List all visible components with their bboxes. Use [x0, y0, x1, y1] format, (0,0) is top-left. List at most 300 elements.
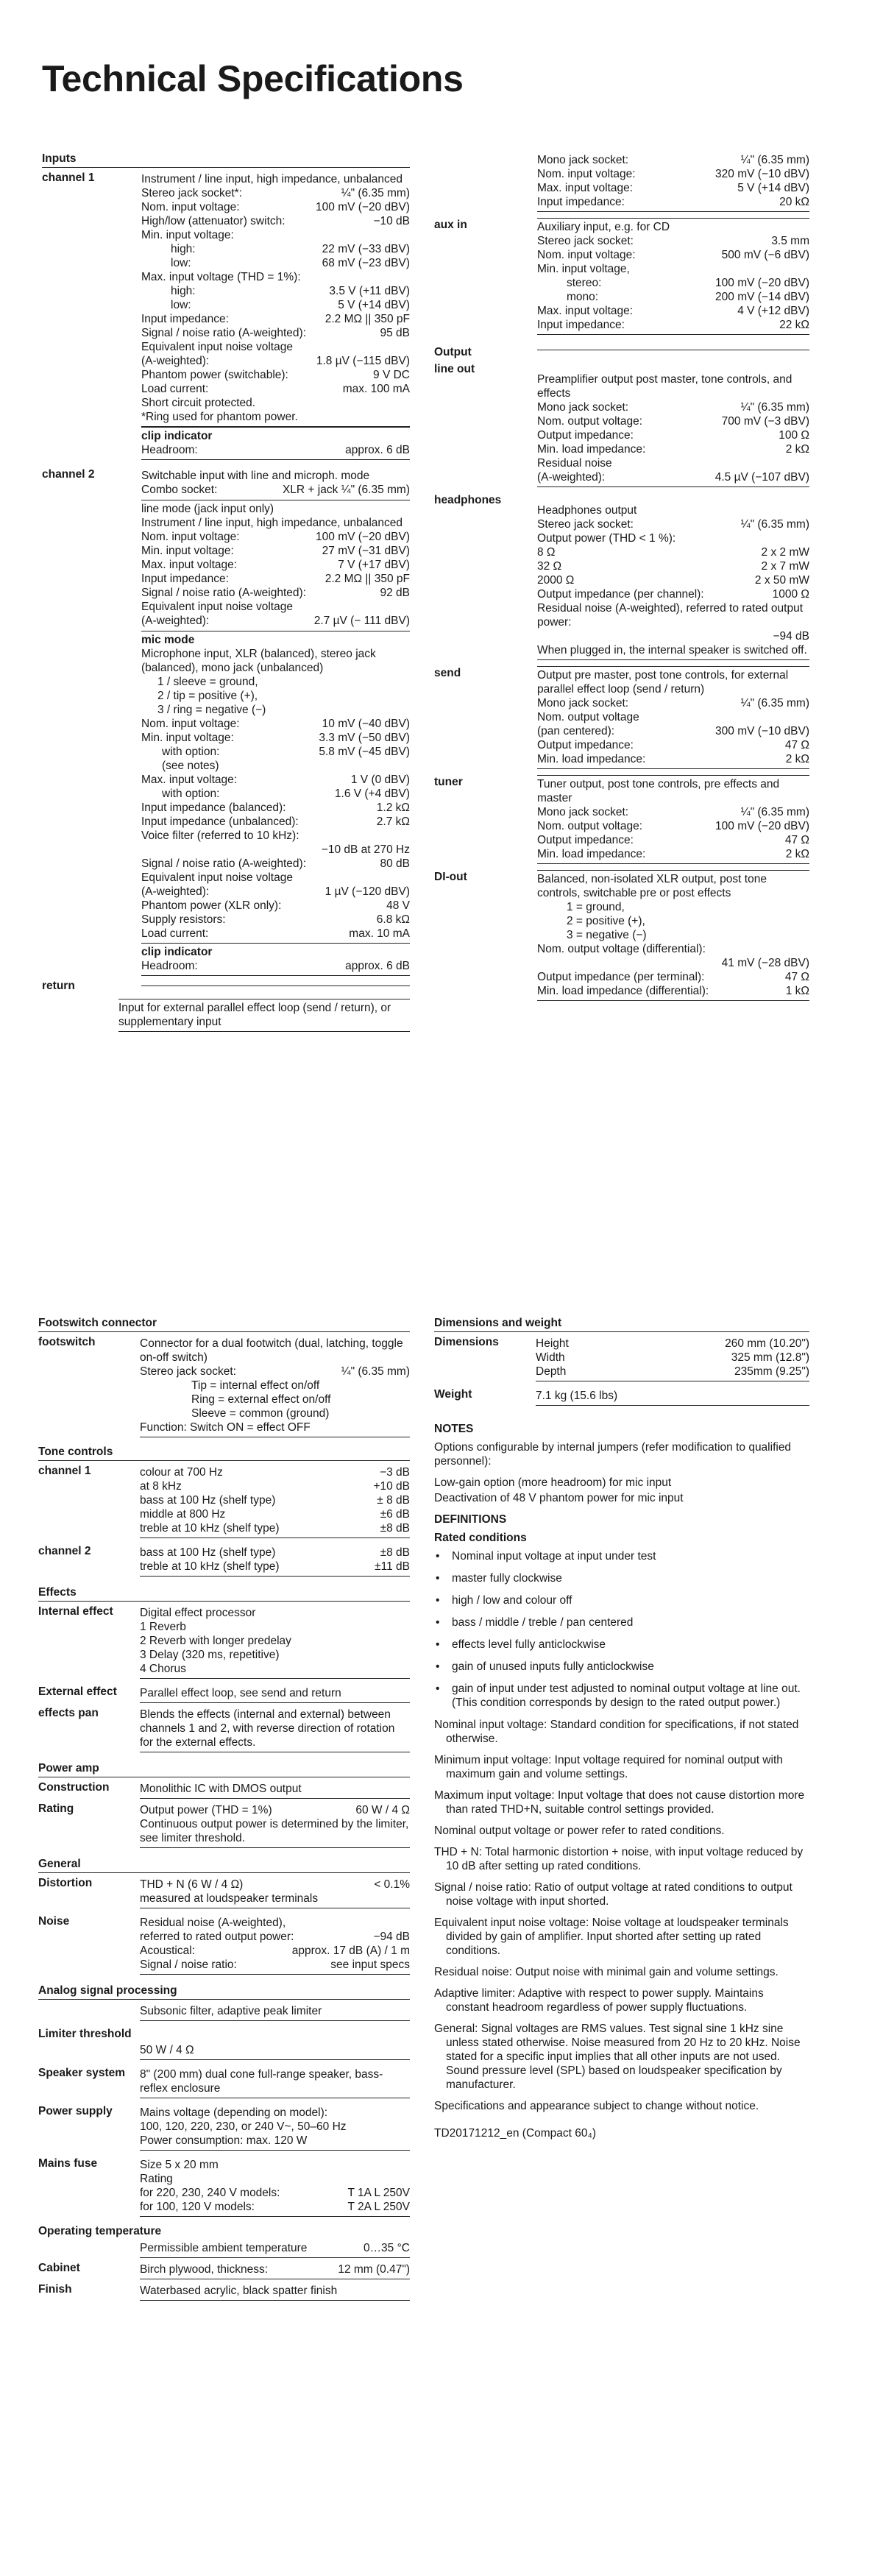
spec-value: 1.8 µV (−115 dBV) [316, 355, 410, 367]
spec-line [141, 298, 410, 312]
mic-mode-heading: mic mode [141, 631, 410, 647]
label-di-out: DI-out [434, 871, 467, 883]
spec-value: 1000 Ω [772, 588, 809, 601]
definition-item: Residual noise: Output noise with minimal gain and volume settings. [434, 1966, 779, 1978]
spec-value: 47 Ω [784, 739, 809, 751]
label-cabinet: Cabinet [38, 2262, 80, 2274]
spec-value: 4.5 µV (−107 dBV) [714, 471, 809, 484]
spec-value: 700 mV (−3 dBV) [721, 415, 809, 428]
spec-value: ¼" (6.35 mm) [740, 697, 809, 710]
headphones-specs [537, 493, 809, 660]
spec-key: Min. input voltage: [141, 732, 234, 744]
spec-value: T 2A L 250V [347, 2201, 410, 2213]
rated-condition-item: • bass / middle / treble / pan centered [434, 1616, 809, 1630]
spec-value: 95 dB [380, 327, 410, 339]
send-specs [537, 666, 809, 769]
spec-line [537, 984, 809, 998]
spec-line [140, 1546, 410, 1560]
spec-value: ¼" (6.35 mm) [341, 187, 410, 199]
spec-key: Load current: [141, 927, 209, 940]
spec-line [141, 214, 410, 228]
clip-2-key: Headroom: [141, 960, 198, 972]
spec-value: 41 mV (−28 dBV) [721, 957, 809, 969]
spec-line [537, 643, 809, 657]
spec-key: Stereo jack socket: [537, 518, 634, 531]
spec-key: low: [171, 257, 191, 269]
return-text: Input for external parallel effect loop (send / return), or supplementary input [118, 999, 410, 1032]
label-construction: Construction [38, 1781, 110, 1794]
spec-line [140, 1465, 410, 1479]
spec-line [537, 872, 809, 900]
spec-line [140, 1406, 410, 1420]
spec-key: Stereo jack socket*: [141, 187, 242, 199]
spec-key: with option: [162, 746, 220, 758]
spec-key: Mono jack socket: [537, 806, 629, 818]
spec-value: 2 kΩ [785, 848, 809, 860]
spec-line [537, 710, 809, 724]
spec-key: Max. input voltage (THD = 1%): [141, 271, 301, 283]
spec-key: bass at 100 Hz (shelf type) [140, 1546, 276, 1559]
spec-line [537, 819, 809, 833]
spec-key: for 100, 120 V models: [140, 2201, 255, 2213]
spec-key: Mains voltage (depending on model): [140, 2106, 328, 2119]
spec-key: (A-weighted): [537, 471, 606, 484]
spec-line [141, 382, 410, 396]
spec-line [141, 829, 410, 843]
spec-line [141, 857, 410, 871]
spec-line [140, 2200, 410, 2214]
spec-key: colour at 700 Hz [140, 1466, 223, 1479]
spec-value: 1 kΩ [785, 985, 809, 997]
spec-line [141, 927, 410, 941]
label-footswitch: footswitch [38, 1336, 96, 1348]
label-return: return [42, 980, 75, 992]
spec-key: Rating [140, 2173, 173, 2185]
spec-value: ¼" (6.35 mm) [740, 401, 809, 414]
spec-key: stereo: [567, 277, 602, 289]
spec-key: Nom. output voltage: [537, 415, 643, 428]
spec-value: 7 V (+17 dBV) [338, 559, 410, 571]
section-inputs: Inputs [42, 152, 410, 168]
spec-key: 32 Ω [537, 560, 562, 573]
spec-value: 2 x 50 mW [754, 574, 809, 587]
spec-value: 200 mV (−14 dBV) [715, 291, 809, 303]
spec-key: Output impedance: [537, 429, 634, 442]
spec-line [537, 470, 809, 484]
spec-value: 10 mV (−40 dBV) [322, 718, 410, 730]
spec-value: 500 mV (−6 dBV) [721, 249, 809, 261]
spec-line [537, 942, 809, 956]
spec-value: 20 kΩ [779, 196, 809, 208]
inputs-column [42, 152, 410, 1032]
clip-indicator-2-heading: clip indicator [141, 946, 213, 958]
spec-line [141, 242, 410, 256]
cabinet-value: 12 mm (0.47") [338, 2263, 410, 2276]
spec-key: 3 Delay (320 ms, repetitive) [140, 1649, 280, 1661]
spec-line [141, 647, 410, 675]
spec-line [537, 220, 809, 234]
cabinet-key: Birch plywood, thickness: [140, 2263, 269, 2276]
spec-line [537, 372, 809, 400]
definitions-heading: DEFINITIONS [434, 1513, 507, 1526]
spec-line [537, 587, 809, 601]
spec-line [537, 914, 809, 928]
spec-line [141, 703, 410, 717]
label-tuner: tuner [434, 776, 463, 788]
spec-key: Output pre master, post tone controls, for external parallel effect loop (send / return) [537, 669, 789, 696]
spec-line [141, 483, 410, 497]
spec-key: Supply resistors: [141, 913, 226, 926]
spec-key: Balanced, non-isolated XLR output, post tone controls, switchable pre or post effects [537, 873, 767, 899]
definitions-list [434, 1718, 809, 2113]
spec-value: 68 mV (−23 dBV) [322, 257, 410, 269]
label-dimensions: Dimensions [434, 1336, 499, 1348]
spec-line [140, 2134, 410, 2148]
spec-value: max. 10 mA [349, 927, 410, 940]
definition-item: THD + N: Total harmonic distortion + noise, with input voltage reduced by 10 dB after setting up rated conditions. [434, 1846, 804, 1872]
spec-line [140, 1634, 410, 1648]
spec-line [140, 1606, 410, 1620]
spec-key: 2 = positive (+), [567, 915, 645, 927]
spec-line [537, 517, 809, 531]
label-speaker-system: Speaker system [38, 2067, 126, 2079]
spec-key: Output impedance (per channel): [537, 588, 704, 601]
clip-indicator-2 [141, 944, 410, 976]
spec-value: ¼" (6.35 mm) [341, 1365, 410, 1378]
spec-value: 300 mV (−10 dBV) [715, 725, 809, 737]
spec-line [140, 1662, 410, 1676]
spec-key: Input impedance: [537, 196, 625, 208]
spec-key: Mono jack socket: [537, 154, 629, 166]
spec-value: 4 V (+12 dBV) [737, 305, 809, 317]
spec-line [141, 186, 410, 200]
label-internal-effect: Internal effect [38, 1605, 113, 1618]
spec-line [537, 956, 809, 970]
spec-line [537, 970, 809, 984]
rated-conditions-list [434, 1549, 809, 1710]
spec-line [537, 559, 809, 573]
spec-line [140, 2186, 410, 2200]
label-tone-channel-1: channel 1 [38, 1465, 91, 1477]
spec-key: Headphones output [537, 504, 637, 517]
spec-key: When plugged in, the internal speaker is switched off. [537, 644, 807, 657]
di-out-specs [537, 870, 809, 1001]
spec-line [140, 1365, 410, 1379]
spec-line [141, 354, 410, 368]
spec-key: Size 5 x 20 mm [140, 2159, 219, 2171]
spec-line [140, 1878, 410, 1892]
spec-key: Min. input voltage, [537, 263, 630, 275]
spec-key: Min. input voltage: [141, 229, 234, 241]
spec-key: Input impedance: [537, 319, 625, 331]
spec-line [141, 530, 410, 544]
spec-line [537, 900, 809, 914]
section-power-amp: Power amp [38, 1761, 410, 1777]
spec-value: 1.2 kΩ [376, 802, 410, 814]
spec-line [537, 248, 809, 262]
label-weight: Weight [434, 1388, 472, 1401]
spec-line [140, 1916, 410, 1930]
spec-line [140, 1620, 410, 1634]
spec-key: Voice filter (referred to 10 kHz): [141, 829, 299, 842]
spec-key: high: [171, 243, 196, 255]
spec-key: referred to rated output power: [140, 1931, 294, 1943]
line-out-specs [537, 362, 809, 487]
spec-key: 2 Reverb with longer predelay [140, 1635, 291, 1647]
spec-key: Max. input voltage: [537, 182, 634, 194]
spec-value: 320 mV (−10 dBV) [715, 168, 809, 180]
definition-item: Adaptive limiter: Adaptive with respect to power supply. Maintains constant headroom regardless of power supply fluctuations. [434, 1987, 764, 2014]
spec-key: at 8 kHz [140, 1480, 182, 1493]
spec-key: Nom. input voltage: [537, 168, 636, 180]
spec-key: 4 Chorus [140, 1663, 186, 1675]
spec-key: Auxiliary input, e.g. for CD [537, 221, 670, 233]
spec-value: T 1A L 250V [347, 2187, 410, 2199]
spec-key: 2 / tip = positive (+), [157, 690, 258, 702]
spec-key: Nom. output voltage: [537, 820, 643, 832]
spec-value: ¼" (6.35 mm) [740, 518, 809, 531]
spec-line [140, 1337, 410, 1365]
spec-line [537, 195, 809, 209]
spec-key: with option: [162, 788, 220, 800]
spec-key: Nom. input voltage: [141, 201, 240, 213]
spec-line [141, 572, 410, 586]
spec-value: 1 V (0 dBV) [350, 774, 410, 786]
spec-line [141, 745, 410, 759]
spec-value: ¼" (6.35 mm) [740, 806, 809, 818]
spec-value: 22 mV (−33 dBV) [322, 243, 410, 255]
spec-key: 2000 Ω [537, 574, 575, 587]
spec-key: 1 = ground, [567, 901, 625, 913]
spec-line [537, 304, 809, 318]
spec-key: bass at 100 Hz (shelf type) [140, 1494, 276, 1507]
spec-line [537, 428, 809, 442]
spec-line [141, 600, 410, 614]
spec-value: −3 dB [380, 1466, 410, 1479]
mic-mode-specs [141, 647, 410, 941]
spec-key: Continuous output power is determined by the limiter, see limiter threshold. [140, 1818, 409, 1844]
optemp-key: Permissible ambient temperature [140, 2242, 308, 2254]
spec-key: Mono jack socket: [537, 401, 629, 414]
clip-2-value: approx. 6 dB [345, 960, 410, 972]
spec-line [537, 629, 809, 643]
spec-line [141, 614, 410, 628]
spec-value: 9 V DC [373, 369, 410, 381]
spec-key: mono: [567, 291, 599, 303]
spec-line [537, 234, 809, 248]
spec-line [141, 312, 410, 326]
dimension-value: 325 mm (12.8") [731, 1351, 809, 1364]
spec-key: high: [171, 285, 196, 297]
spec-key: Min. load impedance: [537, 753, 646, 765]
spec-value: max. 100 mA [342, 383, 410, 395]
definition-item: Specifications and appearance subject to change without notice. [434, 2100, 759, 2112]
spec-line [140, 1803, 410, 1817]
spec-line [537, 696, 809, 710]
spec-line [140, 1958, 410, 1972]
spec-key: Phantom power (switchable): [141, 369, 288, 381]
spec-line [141, 270, 410, 284]
spec-key: Function: Switch ON = effect OFF [140, 1421, 311, 1434]
spec-key: Short circuit protected. [141, 397, 256, 409]
section-output: Output [434, 346, 472, 358]
spec-key: Output impedance: [537, 834, 634, 846]
spec-key: Input impedance: [141, 313, 229, 325]
spec-value: 5 V (+14 dBV) [338, 299, 410, 311]
spec-line [537, 738, 809, 752]
label-tone-channel-2: channel 2 [38, 1545, 91, 1557]
definition-item: Maximum input voltage: Input voltage that does not cause distortion more than rated THD+N, suitable control settings provided. [434, 1789, 805, 1816]
spec-line [537, 181, 809, 195]
spec-key: Residual noise (A-weighted), [140, 1917, 286, 1929]
spec-line [537, 318, 809, 332]
spec-key: Tip = internal effect on/off [191, 1379, 320, 1392]
spec-value: 60 W / 4 Ω [355, 1804, 410, 1816]
dimension-value: 235mm (9.25") [734, 1365, 809, 1378]
spec-line [141, 558, 410, 572]
definition-item: Nominal input voltage: Standard condition for specifications, if not stated otherwise. [434, 1719, 799, 1745]
spec-line [141, 284, 410, 298]
spec-key: Switchable input with line and microph. mode [141, 470, 370, 482]
spec-line [140, 1479, 410, 1493]
spec-key: 8 Ω [537, 546, 556, 559]
spec-key: treble at 10 kHz (shelf type) [140, 1522, 280, 1535]
rated-condition-item: • gain of input under test adjusted to nominal output voltage at line out. (This condition corresponds by design to the rated output power.) [434, 1682, 809, 1710]
channel-2-head [141, 469, 410, 497]
spec-value: 2.7 µV (− 111 dBV) [313, 615, 410, 627]
spec-line [141, 396, 410, 410]
rated-condition-item: • master fully clockwise [434, 1571, 809, 1585]
spec-line [537, 400, 809, 414]
spec-line [140, 1420, 410, 1434]
notes-section [434, 1422, 809, 2140]
spec-value: 2.2 MΩ || 350 pF [325, 573, 410, 585]
dimension-row [536, 1351, 809, 1365]
spec-line [141, 787, 410, 801]
spec-key: 3 = negative (−) [567, 929, 647, 941]
spec-line [141, 172, 410, 186]
spec-value: 2 x 7 mW [761, 560, 809, 573]
spec-line [140, 1892, 410, 1906]
spec-line [141, 773, 410, 787]
spec-line [140, 1944, 410, 1958]
spec-line [141, 689, 410, 703]
spec-key: (A-weighted): [141, 885, 210, 898]
spec-value: −94 dB [773, 630, 809, 643]
spec-line [140, 2172, 410, 2186]
spec-line [141, 815, 410, 829]
dimension-key: Width [536, 1351, 565, 1364]
spec-value: 92 dB [380, 587, 410, 599]
spec-key: Acoustical: [140, 1945, 195, 1957]
spec-key: Output impedance (per terminal): [537, 971, 705, 983]
spec-line [537, 276, 809, 290]
spec-line [141, 326, 410, 340]
spec-line [537, 805, 809, 819]
spec-line [537, 833, 809, 847]
spec-value: approx. 17 dB (A) / 1 m [291, 1945, 410, 1957]
spec-key: Instrument / line input, high impedance, unbalanced [141, 173, 403, 185]
document-id: TD20171212_en (Compact 60₄) [434, 2127, 597, 2140]
label-external-effect: External effect [38, 1685, 117, 1698]
spec-line [141, 899, 410, 913]
rated-conditions-heading: Rated conditions [434, 1532, 527, 1544]
spec-key: Phantom power (XLR only): [141, 899, 282, 912]
spec-line [537, 167, 809, 181]
spec-key: 1 / sleeve = ground, [157, 676, 258, 688]
spec-line [141, 410, 410, 424]
spec-value: 3.5 mm [771, 235, 809, 247]
spec-key: Input impedance: [141, 573, 229, 585]
spec-key: Connector for a dual footwitch (dual, latching, toggle on-off switch) [140, 1337, 403, 1364]
label-effects-pan: effects pan [38, 1707, 99, 1719]
label-distortion: Distortion [38, 1877, 93, 1889]
spec-key: (A-weighted): [141, 615, 210, 627]
spec-key: Max. input voltage: [141, 774, 238, 786]
spec-line [537, 442, 809, 456]
spec-key: Output impedance: [537, 739, 634, 751]
notes-heading: NOTES [434, 1423, 474, 1435]
spec-line [140, 1930, 410, 1944]
distortion-specs [140, 1876, 410, 1908]
spec-value: 2 kΩ [785, 753, 809, 765]
outputs-column [434, 152, 809, 1001]
dimension-key: Depth [536, 1365, 567, 1378]
tone-channel-1-specs [140, 1464, 410, 1538]
spec-value: 100 mV (−20 dBV) [316, 531, 410, 543]
spec-value: 5.8 mV (−45 dBV) [319, 746, 410, 758]
label-finish: Finish [38, 2283, 72, 2296]
clip-1-key: Headroom: [141, 444, 198, 456]
spec-line [141, 885, 410, 899]
dimension-row [536, 1337, 809, 1351]
spec-key: Signal / noise ratio (A-weighted): [141, 857, 307, 870]
spec-line [140, 1379, 410, 1393]
spec-key: Stereo jack socket: [537, 235, 634, 247]
spec-key: Input impedance (unbalanced): [141, 815, 299, 828]
limiter-text: 50 W / 4 Ω [140, 2027, 410, 2060]
noise-specs [140, 1914, 410, 1975]
spec-key: Instrument / line input, high impedance, unbalanced [141, 517, 403, 529]
definition-item: Equivalent input noise voltage: Noise voltage at loudspeaker terminals divided by gain of amplifier. Input shorted after setting up rated conditions. [434, 1917, 789, 1957]
spec-key: Mono jack socket: [537, 697, 629, 710]
section-tone-controls: Tone controls [38, 1445, 410, 1461]
spec-line [140, 1648, 410, 1662]
spec-value: 22 kΩ [779, 319, 809, 331]
spec-key: *Ring used for phantom power. [141, 411, 298, 423]
spec-line [141, 228, 410, 242]
spec-key: Ring = external effect on/off [191, 1393, 331, 1406]
spec-value: ±8 dB [380, 1522, 410, 1535]
spec-key: Nom. input voltage: [141, 718, 240, 730]
spec-value: 1.6 V (+4 dBV) [334, 788, 410, 800]
spec-line [537, 928, 809, 942]
spec-key: Min. load impedance: [537, 443, 646, 456]
mains-fuse-specs [140, 2156, 410, 2217]
line-mode-heading: line mode (jack input only) [141, 500, 410, 516]
section-effects: Effects [38, 1585, 410, 1602]
spec-key: Nom. input voltage: [537, 249, 636, 261]
spec-key: Nom. output voltage (differential): [537, 943, 706, 955]
definition-item: Signal / noise ratio: Ratio of output voltage at rated conditions to output noise voltage with input shorted. [434, 1881, 792, 1908]
spec-line [140, 2120, 410, 2134]
spec-line [537, 724, 809, 738]
spec-value: ±11 dB [375, 1560, 410, 1573]
spec-value: −10 dB at 270 Hz [321, 843, 410, 856]
spec-value: ±6 dB [380, 1508, 410, 1521]
spec-line [141, 801, 410, 815]
spec-line [141, 200, 410, 214]
